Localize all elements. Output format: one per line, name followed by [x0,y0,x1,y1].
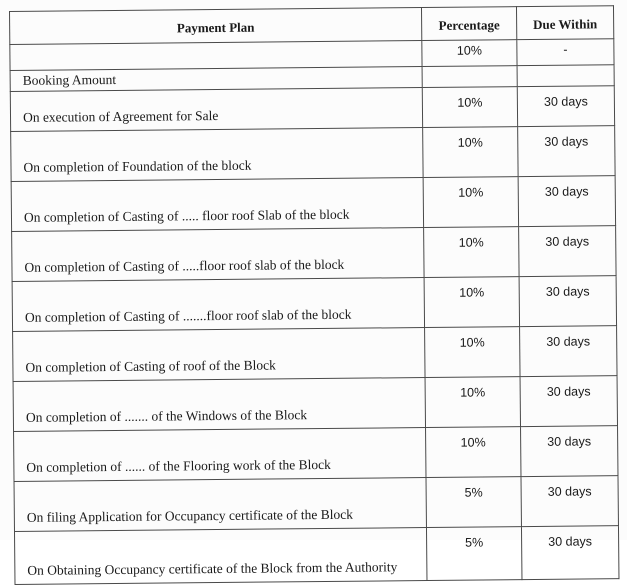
row-percentage [422,66,517,88]
row-due: 30 days [517,86,614,127]
row-plan: On completion of Foundation of the block [11,128,423,182]
table-row [14,476,618,532]
row-due: 30 days [518,176,615,227]
row-due [517,65,614,87]
row-plan: On completion of Casting of .....floor roof slab of the block [12,228,424,282]
row-due: 30 days [520,326,617,377]
row-percentage: 10% [424,277,519,328]
row-plan: On filing Application for Occupancy certificate of the Block [14,478,426,532]
table-row [13,326,617,382]
row-plan [10,41,422,71]
table-row [12,226,616,282]
table-row [14,426,618,482]
row-plan: On Obtaining Occupancy certificate of the Block from the Authority [14,528,426,585]
header-percentage: Percentage [421,7,516,41]
header-due-within: Due Within [516,6,613,40]
row-due: 30 days [518,126,615,177]
table-row [11,176,615,232]
table-row [11,126,615,182]
table-row [13,376,617,432]
row-percentage: 10% [422,87,517,128]
row-percentage: 5% [426,527,522,581]
table-row [12,276,616,332]
row-due: 30 days [521,476,618,527]
row-percentage: 5% [426,477,521,528]
row-due: 30 days [519,276,616,327]
row-percentage: 10% [423,177,518,228]
row-percentage: 10% [424,227,519,278]
row-plan: On completion of ....... of the Windows of the Block [13,378,425,432]
row-percentage: 10% [425,377,520,428]
row-percentage: 10% [423,127,518,178]
payment-plan-table [9,5,619,585]
row-due: 30 days [519,226,616,277]
row-plan: On completion of ...... of the Flooring work of the Block [14,428,426,482]
row-percentage: 10% [422,40,517,67]
row-percentage: 10% [425,327,520,378]
row-due: - [517,39,614,66]
row-plan: On execution of Agreement for Sale [10,88,422,132]
row-percentage: 10% [426,427,521,478]
row-plan: Booking Amount [10,67,422,92]
row-plan: On completion of Casting of ..... floor roof Slab of the block [11,178,423,232]
row-plan: On completion of Casting of .......floor roof slab of the block [12,278,424,332]
row-plan: On completion of Casting of roof of the Block [13,328,425,382]
row-due: 30 days [520,376,617,427]
row-due: 30 days [521,426,618,477]
table-row [14,526,618,585]
table-row [10,86,614,132]
header-payment-plan: Payment Plan [10,8,422,45]
row-due: 30 days [521,526,619,580]
